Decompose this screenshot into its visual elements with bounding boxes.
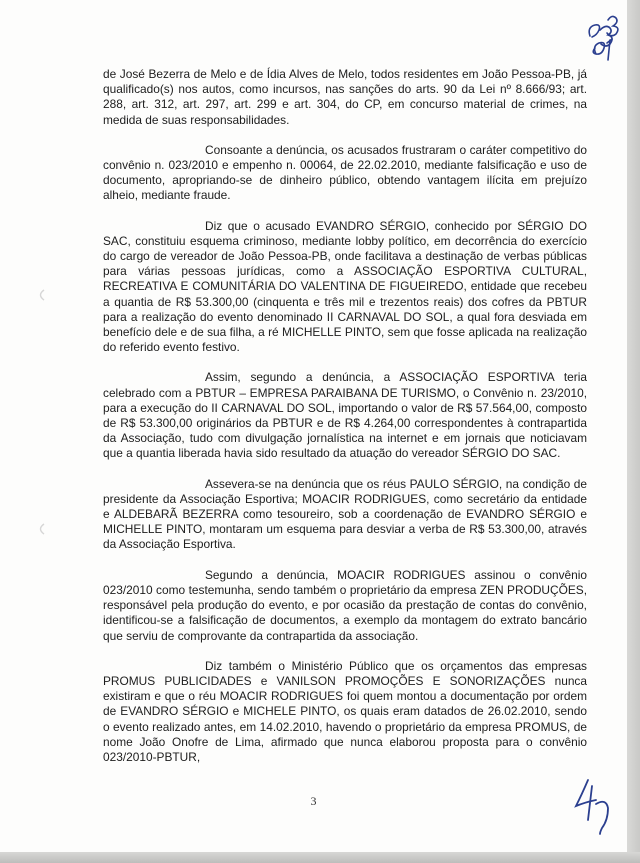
paragraph-4: Assim, segundo a denúncia, a ASSOCIAÇÃO ESPORTIVA teria celebrado com a PBTUR – EMPRESA PARAIBANA DE TURISMO, o Convênio n. 23/2010, para a execução do II CARNAVAL DO SOL, importando o valor de R$ 57.564,00, composto de R$ 53.300,00 originários da PBTUR e de R$ 4.264,00 correspondentes à contrapartida da Associação, tudo com divulgação jornalística na internet e em jornais que noticiavam que a quantia liberada havia sido resultado da atuação do vereador SÉRGIO DO SAC. — [103, 370, 587, 461]
page-shadow-right — [627, 0, 640, 863]
margin-bracket-mark — [34, 288, 48, 302]
handwritten-signature-mark — [566, 776, 618, 836]
paragraph-1: de José Bezerra de Melo e de Ídia Alves de Melo, todos residentes em João Pessoa-PB, já qualificado(s) nos autos, como incursos, nas sanções do arts. 90 da Lei nº 8.666/93; art. 288, art. 312, art. 297, art. 299 e art. 304, do CP, em concurso material de crimes, na medida de suas responsabilidades. — [103, 67, 587, 127]
document-body — [103, 67, 587, 780]
page-shadow-bottom — [0, 852, 640, 863]
paragraph-6: Segundo a denúncia, MOACIR RODRIGUES assinou o convênio 023/2010 como testemunha, sendo também o proprietário da empresa ZEN PRODUÇÕES, responsável pela produção do evento, e por ocasião da prestação de contas do convênio, identificou-se a falsificação de documentos, a exemplo da montagem do extrato bancário que serviu de comprovante da contrapartida da associação. — [103, 567, 587, 643]
paragraph-3: Diz que o acusado EVANDRO SÉRGIO, conhecido por SÉRGIO DO SAC, constituiu esquema criminoso, mediante lobby político, em decorrência do exercício do cargo de vereador de João Pessoa-PB, onde facilitava a destinação de verbas públicas para várias pessoas jurídicas, como a ASSOCIAÇÃO ESPORTIVA CULTURAL, RECREATIVA E COMUNITÁRIA DO VALENTINA DE FIGUEIREDO, entidade que recebeu a quantia de R$ 53.300,00 (cinquenta e três mil e trezentos reais) dos cofres da PBTUR para a realização do evento denominado II CARNAVAL DO SOL, a qual fora desviada em benefício dele e de sua filha, a ré MICHELLE PINTO, sem que fosse aplicada na realização do referido evento festivo. — [103, 218, 587, 355]
paragraph-2: Consoante a denúncia, os acusados frustraram o caráter competitivo do convênio n. 023/2010 e empenho n. 00064, de 22.02.2010, mediante falsificação e uso de documento, apropriando-se de dinheiro público, obtendo vantagem ilícita em prejuízo alheio, mediante fraude. — [103, 142, 587, 203]
handwritten-folio-annotation — [580, 10, 626, 74]
margin-bracket-mark — [34, 522, 48, 536]
paragraph-5: Assevera-se na denúncia que os réus PAULO SÉRGIO, na condição de presidente da Associação Esportiva; MOACIR RODRIGUES, como secretário da entidade e ALDEBARÃ BEZERRA como tesoureiro, sob a coordenação de EVANDRO SÉRGIO e MICHELLE PINTO, montaram um esquema para desviar a verba de R$ 53.300,00, através da Associação Esportiva. — [103, 476, 587, 552]
paragraph-7: Diz também o Ministério Público que os orçamentos das empresas PROMUS PUBLICIDADES e VANILSON PROMOÇÕES E SONORIZAÇÕES nunca existiram e que o réu MOACIR RODRIGUES foi quem montou a documentação por ordem de EVANDRO SÉRGIO e MICHELE PINTO, os quais eram datados de 26.02.2010, sendo o evento realizado antes, em 14.02.2010, havendo o proprietário da empresa PROMUS, de nome João Onofre de Lima, afirmado que nunca elaborou proposta para o convênio 023/2010-PBTUR, — [103, 658, 587, 764]
page-number: 3 — [310, 794, 317, 808]
